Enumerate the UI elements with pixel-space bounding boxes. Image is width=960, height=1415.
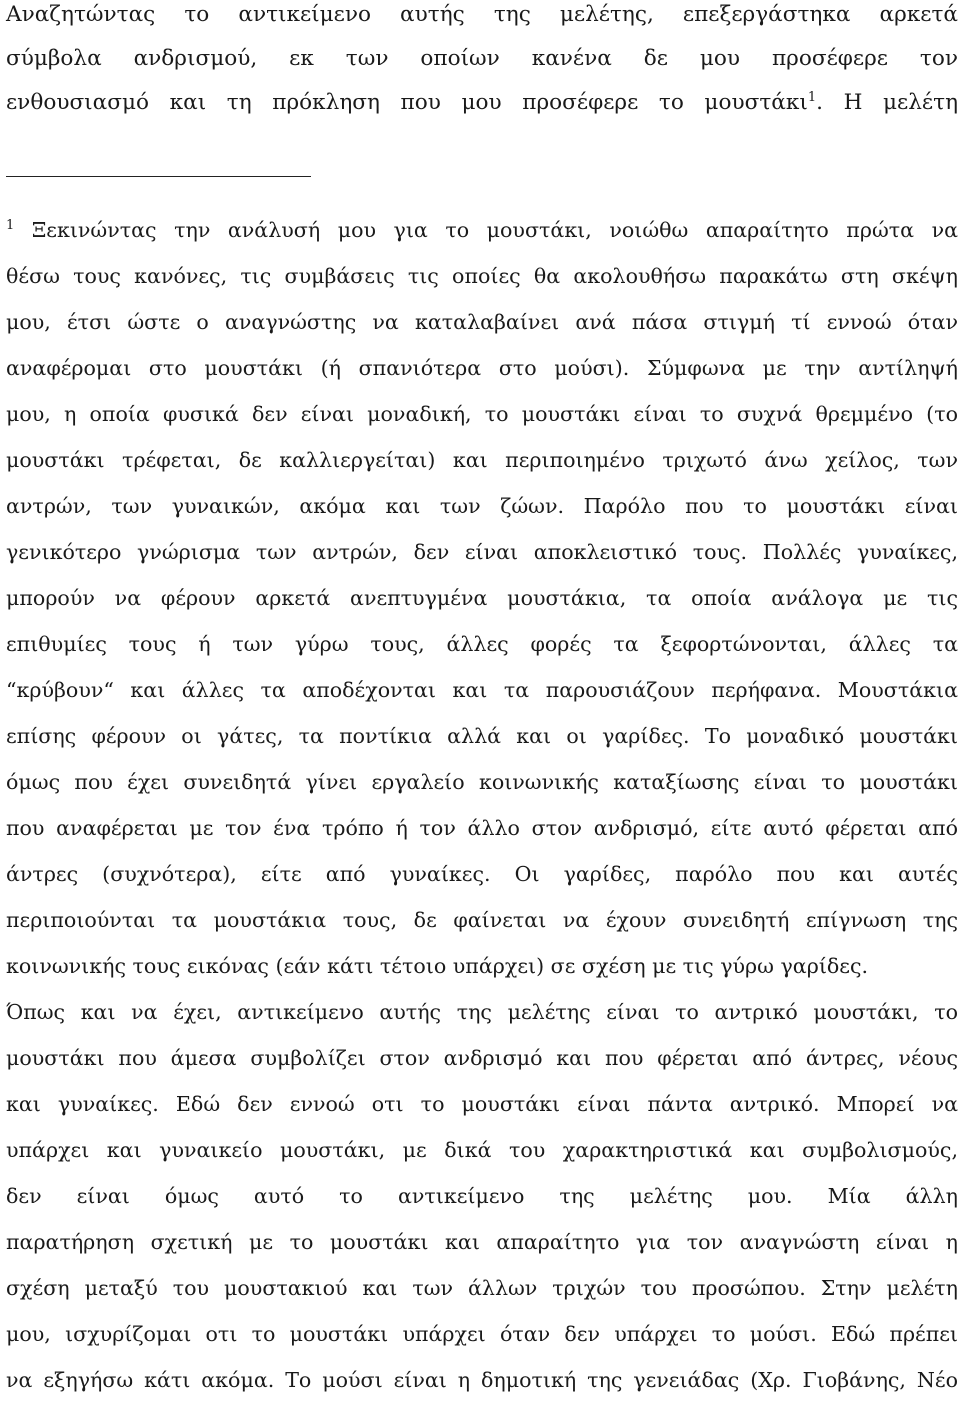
footnote-line-1 — [6, 215, 958, 245]
footnote-reference: 1 — [807, 89, 817, 105]
footnote-line-16: περιποιούνται τα μουστάκια τους, δε φαίνεται να έχουν συνειδητή επίγνωση της — [6, 908, 958, 932]
footnote-line-12: επίσης φέρουν οι γάτες, τα ποντίκια αλλά και οι γαρίδες. Το μοναδικό μουστάκι — [6, 724, 958, 748]
body-line-1: Αναζητώντας το αντικείμενο αυτής της μελέτης, επεξεργάστηκα αρκετά — [6, 2, 958, 27]
footnote-line-7: αντρών, των γυναικών, ακόμα και των ζώων. Παρόλο που το μουστάκι είναι — [6, 494, 958, 518]
body-line-3 — [6, 88, 958, 118]
footnote-line-10: επιθυμίες τους ή των γύρω τους, άλλες φορές τα ξεφορτώνονται, άλλες τα — [6, 632, 958, 656]
footnote-line-2: θέσω τους κανόνες, τις συμβάσεις τις οποίες θα ακολουθήσω παρακάτω στη σκέψη — [6, 264, 958, 288]
body-line-3-tail: . Η μελέτη — [816, 90, 959, 115]
footnote-line-22: δεν είναι όμως αυτό το αντικείμενο της μελέτης μου. Μία άλλη — [6, 1184, 958, 1208]
footnote-line-9: μπορούν να φέρουν αρκετά ανεπτυγμένα μουστάκια, τα οποία ανάλογα με τις — [6, 586, 958, 610]
body-line-3-text: ενθουσιασμό και τη πρόκληση που μου προσέφερε το μουστάκι — [6, 90, 808, 115]
footnote-line-18: Όπως και να έχει, αντικείμενο αυτής της μελέτης είναι το αντρικό μουστάκι, το — [6, 1000, 958, 1024]
footnote-separator — [6, 176, 311, 177]
body-line-2: σύμβολα ανδρισμού, εκ των οποίων κανένα δε μου προσέφερε τον — [6, 46, 958, 71]
footnote-line-19: μουστάκι που άμεσα συμβολίζει στον ανδρισμό και που φέρεται από άντρες, νέους — [6, 1046, 958, 1070]
footnote-line-6: μουστάκι τρέφεται, δε καλλιεργείται) και περιποιημένο τριχωτό άνω χείλος, των — [6, 448, 958, 472]
footnote-line-8: γενικότερο γνώρισμα των αντρών, δεν είναι αποκλειστικό τους. Πολλές γυναίκες, — [6, 540, 958, 564]
footnote-line-21: υπάρχει και γυναικείο μουστάκι, με δικά του χαρακτηριστικά και συμβολισμούς, — [6, 1138, 958, 1162]
footnote-marker: 1 — [6, 218, 15, 234]
footnote-line-24: σχέση μεταξύ του μουστακιού και των άλλων τριχών του προσώπου. Στην μελέτη — [6, 1276, 958, 1300]
footnote-line-14: που αναφέρεται με τον ένα τρόπο ή τον άλλο στον ανδρισμό, είτε αυτό φέρεται από — [6, 816, 958, 840]
footnote-line-25: μου, ισχυρίζομαι οτι το μουστάκι υπάρχει όταν δεν υπάρχει το μούσι. Εδώ πρέπει — [6, 1322, 958, 1346]
footnote-line-17: κοινωνικής τους εικόνας (εάν κάτι τέτοιο υπάρχει) σε σχέση με τις γύρω γαρίδες. — [6, 954, 869, 978]
footnote-line-1-text: Ξεκινώντας την ανάλυσή μου για το μουστάκι, νοιώθω απαραίτητο πρώτα να — [31, 218, 958, 242]
footnote-line-26: να εξηγήσω κάτι ακόμα. Το μούσι είναι η δημοτική της γενειάδας (Χρ. Γιοβάνης, Νέο — [6, 1368, 958, 1392]
footnote-line-13: όμως που έχει συνειδητά γίνει εργαλείο κοινωνικής καταξίωσης είναι το μουστάκι — [6, 770, 958, 794]
footnote-line-11: “κρύβουν“ και άλλες τα αποδέχονται και τα παρουσιάζουν περήφανα. Μουστάκια — [6, 678, 958, 702]
footnote-line-5: μου, η οποία φυσικά δεν είναι μοναδική, το μουστάκι είναι το συχνά θρεμμένο (το — [6, 402, 958, 426]
footnote-line-3: μου, έτσι ώστε ο αναγνώστης να καταλαβαίνει ανά πάσα στιγμή τί εννοώ όταν — [6, 310, 958, 334]
footnote-line-15: άντρες (συχνότερα), είτε από γυναίκες. Οι γαρίδες, παρόλο που και αυτές — [6, 862, 958, 886]
footnote-line-20: και γυναίκες. Εδώ δεν εννοώ οτι το μουστάκι είναι πάντα αντρικό. Μπορεί να — [6, 1092, 958, 1116]
footnote-line-23: παρατήρηση σχετική με το μουστάκι και απαραίτητο για τον αναγνώστη είναι η — [6, 1230, 958, 1254]
footnote-line-4: αναφέρομαι στο μουστάκι (ή σπανιότερα στο μούσι). Σύμφωνα με την αντίληψή — [6, 356, 958, 380]
